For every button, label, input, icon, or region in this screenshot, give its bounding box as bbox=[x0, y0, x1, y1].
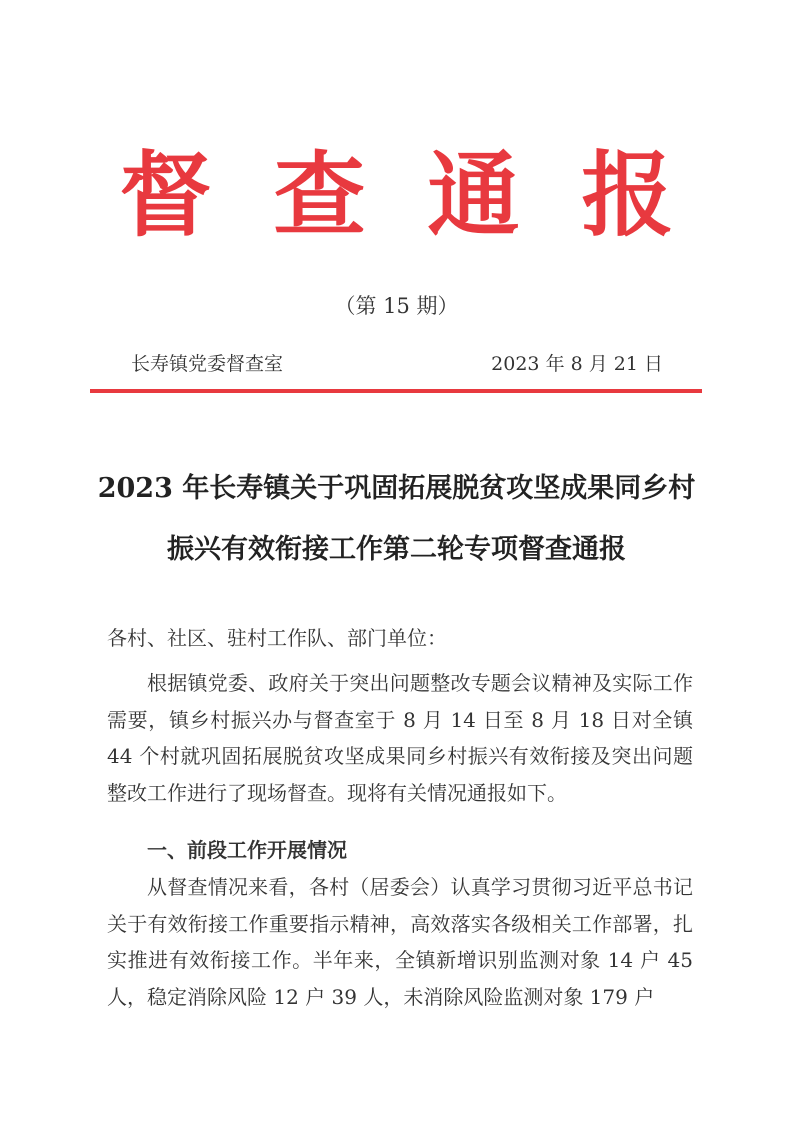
issue-date: 2023 年 8 月 21 日 bbox=[491, 353, 663, 375]
document-title-line-2: 振兴有效衔接工作第二轮专项督查通报 bbox=[167, 534, 626, 565]
salutation: 各村、社区、驻村工作队、部门单位： bbox=[107, 626, 447, 650]
paragraph-intro: 根据镇党委、政府关于突出问题整改专题会议精神及实际工作需要，镇乡村振兴办与督查室于 8 月 14 日至 8 月 18 日对全镇 44 个村就巩固拓展脱贫攻坚成果同乡村振兴有效衔接及突出问题整改工作进行了现场督查。现将有关情况通报如下。 bbox=[107, 671, 693, 805]
red-divider-line bbox=[90, 389, 702, 393]
masthead-title: 督查通报 bbox=[119, 142, 736, 249]
issuing-office: 长寿镇党委督查室 bbox=[131, 353, 284, 375]
section-heading-1: 一、前段工作开展情况 bbox=[147, 838, 347, 862]
document-title-line-1: 2023 年长寿镇关于巩固拓展脱贫攻坚成果同乡村 bbox=[97, 473, 696, 504]
issue-number: （第 15 期） bbox=[334, 294, 459, 318]
paragraph-section-1: 从督查情况来看，各村（居委会）认真学习贯彻习近平总书记关于有效衔接工作重要指示精神，高效落实各级相关工作部署，扎实推进有效衔接工作。半年来，全镇新增识别监测对象 14 户 45 人，稳定消除风险 12 户 39 人，未消除风险监测对象 179 户 bbox=[107, 875, 693, 1009]
